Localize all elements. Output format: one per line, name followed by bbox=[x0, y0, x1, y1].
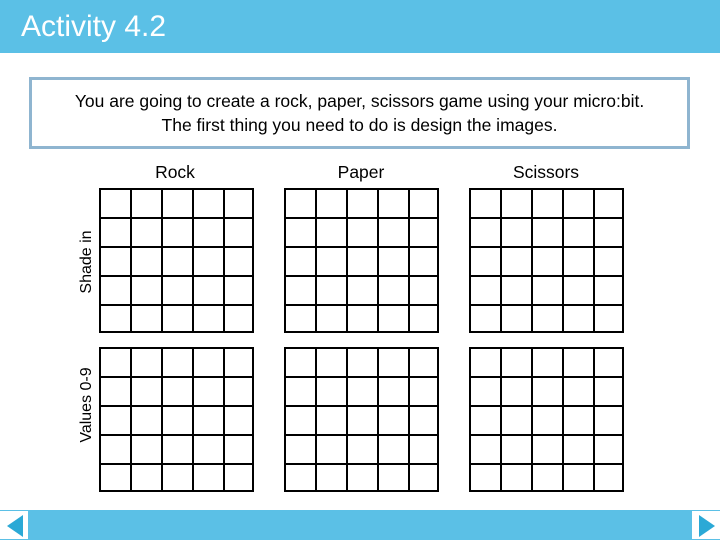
grid-scissors-shade[interactable] bbox=[469, 188, 624, 333]
row-label-values: Values 0-9 bbox=[78, 367, 95, 443]
column-label-paper: Paper bbox=[337, 162, 385, 182]
instructions-box bbox=[29, 77, 690, 149]
grid-paper-values[interactable] bbox=[284, 347, 439, 492]
instructions-text bbox=[75, 89, 644, 137]
footer-bar bbox=[0, 510, 720, 540]
grid-rock-values[interactable] bbox=[99, 347, 254, 492]
row-label-shade-in: Shade in bbox=[78, 230, 95, 294]
triangle-right-icon bbox=[699, 515, 715, 537]
instructions-line-2: The first thing you need to do is design the images. bbox=[161, 115, 558, 135]
triangle-left-icon bbox=[7, 515, 23, 537]
title-bar bbox=[0, 0, 720, 53]
column-label-rock: Rock bbox=[155, 162, 195, 182]
slide-title: Activity 4.2 bbox=[21, 10, 167, 43]
grid-paper-shade[interactable] bbox=[284, 188, 439, 333]
instructions-line-1: You are going to create a rock, paper, scissors game using your micro:bit. bbox=[74, 91, 645, 111]
previous-slide-button[interactable] bbox=[0, 511, 28, 539]
grid-rock-shade[interactable] bbox=[99, 188, 254, 333]
next-slide-button[interactable] bbox=[692, 511, 720, 539]
column-label-scissors: Scissors bbox=[512, 162, 580, 182]
grid-scissors-values[interactable] bbox=[469, 347, 624, 492]
